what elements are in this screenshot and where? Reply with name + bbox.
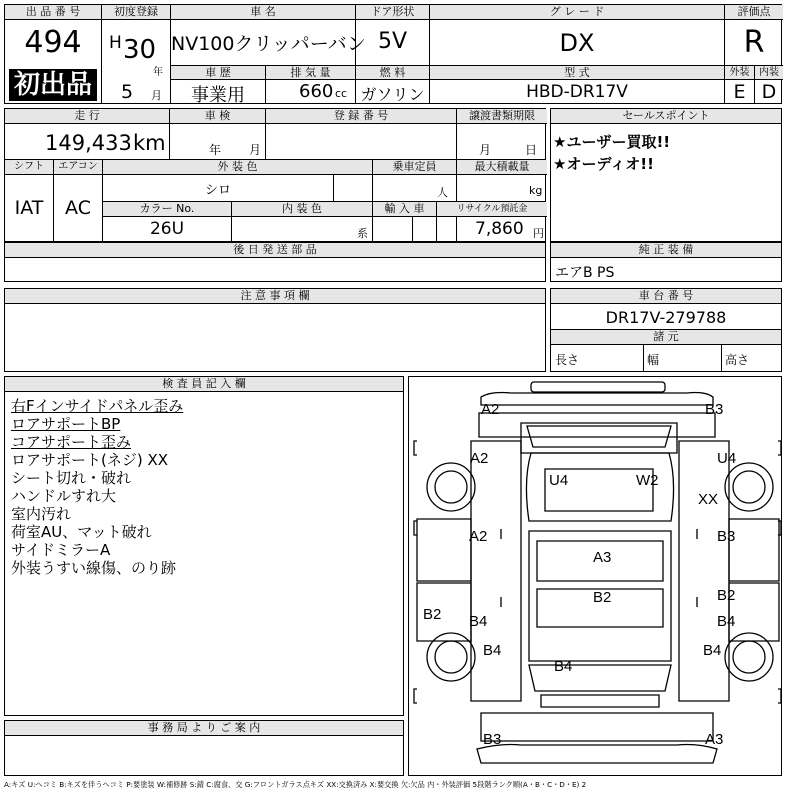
door-label: ドア形状 bbox=[356, 5, 429, 20]
inspector-note-line: 室内汚れ bbox=[11, 505, 72, 523]
mark-b2-left: B2 bbox=[423, 606, 442, 623]
model-label: 型 式 bbox=[430, 65, 724, 80]
registration-year: 30 bbox=[123, 35, 157, 65]
inspector-note-line: ハンドルすれ大 bbox=[11, 487, 117, 505]
mark-b3-right-door: B3 bbox=[717, 528, 736, 545]
chassis-number-label: 車 台 番 号 bbox=[551, 289, 781, 304]
inspector-notes bbox=[11, 397, 399, 577]
mark-b2-roof: B2 bbox=[593, 589, 612, 606]
era-letter: H bbox=[109, 33, 122, 53]
transfer-month-unit: 月 bbox=[479, 143, 492, 157]
displacement: 660 bbox=[299, 81, 334, 102]
aircon: AC bbox=[65, 197, 91, 219]
inspection-month-unit: 月 bbox=[249, 143, 262, 157]
inspector-note-line: コアサポート歪み bbox=[11, 433, 132, 451]
fuel-label: 燃 料 bbox=[356, 65, 429, 80]
color-number: 26U bbox=[149, 219, 185, 239]
inspector-note-line: ロアサポート(ネジ) XX bbox=[11, 451, 169, 469]
mark-u4-right: U4 bbox=[717, 450, 737, 467]
damage-diagram bbox=[408, 376, 782, 776]
capacity-unit: 人 bbox=[437, 186, 448, 199]
score: R bbox=[743, 25, 765, 60]
mark-w2: W2 bbox=[636, 472, 659, 489]
exterior-color: シロ bbox=[204, 183, 231, 198]
interior-grade: D bbox=[761, 81, 777, 103]
first-listing-badge: 初出品 bbox=[9, 69, 97, 101]
inspector-note-line: ロアサポートBP bbox=[11, 415, 121, 433]
max-load-label: 最大積載量 bbox=[457, 160, 547, 175]
inspector-note-line: サイドミラーA bbox=[11, 541, 111, 559]
shift-label: シフト bbox=[5, 160, 53, 175]
car-name-label: 車 名 bbox=[171, 5, 355, 20]
interior-label: 内装 bbox=[755, 65, 783, 80]
shift: IAT bbox=[14, 197, 44, 219]
inspector-note-line: 外装うすい線傷、のり跡 bbox=[11, 559, 177, 577]
inspector-section bbox=[4, 376, 404, 716]
chassis-number: DR17V-279788 bbox=[605, 308, 727, 327]
exterior-color-label: 外 装 色 bbox=[103, 160, 372, 175]
sales-point-item: ★ユーザー買取!! bbox=[553, 133, 671, 151]
mark-b4-right-quarter: B4 bbox=[703, 642, 722, 659]
import-label: 輸 入 車 bbox=[373, 202, 436, 217]
grade-label: グ レ ー ド bbox=[430, 5, 724, 20]
capacity-label: 乗車定員 bbox=[373, 160, 456, 175]
inspector-note-line: 右Fインサイドパネル歪み bbox=[11, 397, 184, 415]
mark-a2-left-door: A2 bbox=[469, 528, 488, 545]
model-code: HBD-DR17V bbox=[526, 82, 628, 102]
first-registration-label: 初度登録 bbox=[102, 5, 170, 20]
lot-number: 494 bbox=[24, 25, 82, 60]
history-label: 車 歴 bbox=[171, 65, 265, 80]
interior-color-unit: 系 bbox=[357, 227, 368, 240]
exterior-grade: E bbox=[733, 81, 746, 103]
mileage: 149,433 bbox=[45, 131, 132, 155]
mark-b3-front: B3 bbox=[705, 401, 724, 418]
height-label: 高さ bbox=[725, 353, 750, 367]
mark-u4-seat: U4 bbox=[549, 472, 569, 489]
mark-a3-rear-bumper: A3 bbox=[705, 731, 724, 748]
width-label: 幅 bbox=[647, 353, 660, 367]
mark-xx: XX bbox=[698, 491, 719, 508]
sales-points-section bbox=[550, 108, 782, 242]
recycle-label: リサイクル預託金 bbox=[437, 202, 547, 217]
grade: DX bbox=[559, 29, 595, 57]
office-notice-section bbox=[4, 720, 404, 776]
length-label: 長さ bbox=[555, 353, 580, 367]
interior-color-label: 内 装 色 bbox=[232, 202, 372, 217]
sales-points-label: セールスポイント bbox=[551, 109, 781, 124]
exterior-label: 外装 bbox=[725, 65, 754, 80]
mark-b4-right-door: B4 bbox=[717, 613, 736, 630]
later-parts-section bbox=[4, 242, 546, 282]
mark-b2-right: B2 bbox=[717, 587, 736, 604]
lot-number-label: 出 品 番 号 bbox=[5, 5, 101, 20]
mark-a2-front: A2 bbox=[481, 401, 500, 418]
header-section bbox=[4, 4, 782, 104]
color-number-label: カラー No. bbox=[103, 202, 231, 217]
inspection-label: 車 検 bbox=[170, 109, 265, 124]
recycle-unit: 円 bbox=[533, 227, 544, 240]
damage-legend: A:キズ U:ヘコミ B:キズを伴うヘコミ P:要塗装 W:補修跡 S:錆 C:腐食、交 G:フロントガラス点キズ XX:交換済み X:要交換 欠:欠品 内・外装評価 5段階ランク順(A・B・C・D・E) 2 bbox=[4, 780, 587, 789]
later-parts-label: 後 日 発 送 部 品 bbox=[5, 243, 545, 258]
aircon-label: エアコン bbox=[54, 160, 102, 175]
vehicle-history: 事業用 bbox=[191, 85, 245, 106]
genuine-equipment-label: 純 正 装 備 bbox=[551, 243, 781, 258]
month-unit: 月 bbox=[151, 89, 162, 102]
year-unit: 年 bbox=[153, 67, 163, 78]
mark-b4-left-door: B4 bbox=[469, 613, 488, 630]
genuine-equipment-section bbox=[550, 242, 782, 282]
mark-a3-roof: A3 bbox=[593, 549, 612, 566]
car-outline-diagram bbox=[409, 377, 781, 775]
inspector-label: 検 査 員 記 入 欄 bbox=[5, 377, 403, 392]
mark-b3-rear-bumper: B3 bbox=[483, 731, 502, 748]
transfer-deadline-label: 譲渡書類期限 bbox=[457, 109, 547, 124]
displacement-label: 排 気 量 bbox=[266, 65, 355, 80]
details-section bbox=[4, 108, 546, 242]
registration-month: 5 bbox=[121, 81, 134, 103]
office-notice-label: 事 務 局 よ り ご 案 内 bbox=[5, 721, 403, 736]
displacement-unit: cc bbox=[335, 87, 348, 100]
mark-b4-rear: B4 bbox=[554, 658, 573, 675]
notes-section bbox=[4, 288, 546, 372]
fuel: ガソリン bbox=[360, 85, 425, 104]
score-label: 評価点 bbox=[725, 5, 783, 20]
inspector-note-line: シート切れ・破れ bbox=[11, 469, 132, 487]
car-name: NV100クリッパーバン bbox=[171, 33, 366, 55]
inspection-year-unit: 年 bbox=[209, 143, 222, 157]
mark-a2-left-fender: A2 bbox=[470, 450, 489, 467]
registration-number-label: 登 録 番 号 bbox=[266, 109, 456, 124]
mark-b4-left-quarter: B4 bbox=[483, 642, 502, 659]
chassis-section bbox=[550, 288, 782, 372]
notes-label: 注 意 事 項 欄 bbox=[5, 289, 545, 304]
inspector-note-line: 荷室AU、マット破れ bbox=[11, 523, 152, 541]
dimensions-label: 諸 元 bbox=[551, 330, 781, 345]
door-type: 5V bbox=[377, 29, 408, 54]
recycle-amount: 7,860 bbox=[475, 219, 524, 239]
max-load-unit: kg bbox=[529, 184, 543, 197]
mileage-label: 走 行 bbox=[5, 109, 169, 124]
transfer-day-unit: 日 bbox=[525, 143, 538, 157]
sales-point-item: ★オーディオ!! bbox=[553, 155, 654, 173]
genuine-equipment: エアB PS bbox=[555, 265, 615, 281]
mileage-unit: km bbox=[133, 131, 166, 155]
